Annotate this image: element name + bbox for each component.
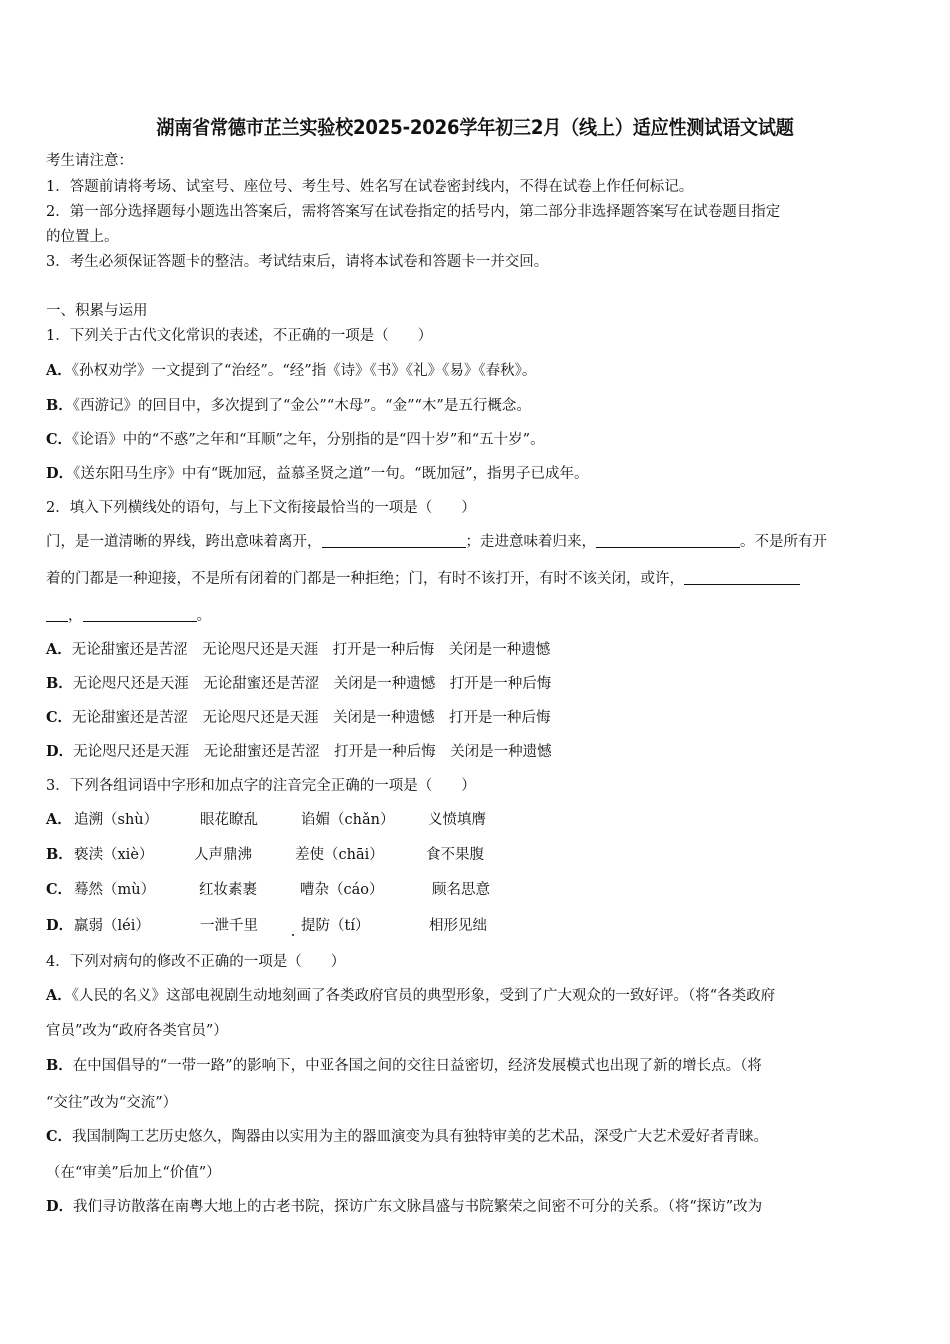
option-label: B． bbox=[46, 1057, 73, 1074]
option-part: 打开是一种后悔 bbox=[449, 676, 552, 692]
emphasis-dot bbox=[292, 934, 294, 936]
option-label: C． bbox=[46, 709, 73, 726]
q4-option-b-cont: “交往”改为“交流”） bbox=[46, 1095, 178, 1111]
option-part: 无论甜蜜还是苦涩 bbox=[72, 710, 189, 726]
q3-b-word-4: 食不果腹 bbox=[426, 847, 484, 863]
q1-option-d bbox=[46, 464, 588, 484]
q3-c-word-2: 红妆素裹 bbox=[199, 882, 257, 898]
option-label: B． bbox=[46, 397, 73, 414]
option-text: 《论语》中的“不惑”之年和“耳顺”之年，分别指的是“四十岁”和“五十岁”。 bbox=[72, 432, 545, 448]
option-part: 关闭是一种遗憾 bbox=[448, 642, 551, 658]
q3-c-word-4: 顾名思意 bbox=[432, 882, 490, 898]
q1-option-c bbox=[46, 430, 545, 450]
option-part: 无论咫尺还是天涯 bbox=[73, 744, 190, 760]
option-part: 关闭是一种遗憾 bbox=[450, 744, 552, 760]
option-part: 无论甜蜜还是苦涩 bbox=[203, 744, 320, 760]
option-part: 打开是一种后悔 bbox=[332, 642, 435, 658]
q3-b-word-2: 人声鼎沸 bbox=[194, 847, 252, 863]
q1-option-b bbox=[46, 396, 531, 416]
notice-item-2: 2．第一部分选择题每小题选出答案后，需将答案写在试卷指定的括号内，第二部分非选择题答案写在试卷题目指定 bbox=[46, 204, 781, 220]
passage-text: ， bbox=[68, 608, 83, 624]
option-text: 我国制陶工艺历史悠久，陶器由以实用为主的器皿演变为具有独特审美的艺术品，深受广大艺术爱好者青睐。 bbox=[72, 1129, 769, 1145]
section-heading: 一、积累与运用 bbox=[46, 303, 148, 319]
option-label: A． bbox=[46, 811, 72, 828]
q3-a-word-2: 眼花瞭乱 bbox=[200, 812, 258, 828]
q3-d-word-3: 提防（tí） bbox=[301, 918, 370, 934]
option-part: 无论咫尺还是天涯 bbox=[202, 710, 319, 726]
option-label: D． bbox=[46, 917, 74, 934]
answer-blank bbox=[684, 570, 800, 585]
q2-option-b bbox=[46, 674, 551, 694]
passage-text: 着的门都是一种迎接，不是所有闭着的门都是一种拒绝；门，有时不该打开，有时不该关闭，或许， bbox=[46, 571, 684, 587]
q3-d-word-4: 相形见绌 bbox=[429, 918, 487, 934]
q1-stem: 1．下列关于古代文化常识的表述，不正确的一项是（ ） bbox=[46, 328, 433, 344]
option-text: 《孙权劝学》一文提到了“治经”。“经”指《诗》《书》《礼》《易》《春秋》。 bbox=[71, 363, 537, 379]
option-part: 无论甜蜜还是苦涩 bbox=[203, 676, 320, 692]
q2-option-d bbox=[46, 742, 552, 762]
option-label: C． bbox=[46, 1128, 73, 1145]
q2-passage-line-3 bbox=[46, 606, 211, 626]
q3-a-word-3: 谄媚（chǎn） bbox=[301, 812, 395, 828]
option-text: 《人民的名义》这部电视剧生动地刻画了各类政府官员的典型形象，受到了广大观众的一致好评。（将“各类政府 bbox=[71, 988, 776, 1004]
option-label: B． bbox=[46, 846, 73, 863]
exam-title: 湖南省常德市芷兰实验校2025-2026学年初三2月（线上）适应性测试语文试题 bbox=[156, 116, 794, 139]
q2-option-a bbox=[46, 640, 550, 660]
q2-stem: 2．填入下列横线处的语句，与上下文衔接最恰当的一项是（ ） bbox=[46, 500, 476, 516]
notice-item-3: 3．考生必须保证答题卡的整洁。考试结束后，请将本试卷和答题卡一并交回。 bbox=[46, 254, 549, 270]
q3-c-word-3: 嘈杂（cáo） bbox=[300, 882, 384, 898]
answer-blank bbox=[83, 607, 197, 622]
q3-a-word-4: 义愤填膺 bbox=[428, 812, 486, 828]
q3-stem: 3．下列各组词语中字形和加点字的注音完全正确的一项是（ ） bbox=[46, 778, 476, 794]
q4-option-d bbox=[46, 1197, 762, 1217]
q2-option-c bbox=[46, 708, 551, 728]
option-label: D． bbox=[46, 743, 74, 760]
option-text: 《西游记》的回目中，多次提到了“金公”“木母”。“金”“木”是五行概念。 bbox=[72, 398, 531, 414]
notice-heading: 考生请注意： bbox=[46, 153, 133, 169]
q4-option-a bbox=[46, 986, 775, 1006]
option-label: C． bbox=[46, 431, 73, 448]
q3-c-word-1: 蓦然（mù） bbox=[74, 882, 156, 898]
option-part: 无论咫尺还是天涯 bbox=[72, 676, 189, 692]
q3-a-word-1: 追溯（shù） bbox=[74, 812, 159, 828]
q4-option-b bbox=[46, 1056, 762, 1076]
option-part: 打开是一种后悔 bbox=[334, 744, 436, 760]
option-part: 无论甜蜜还是苦涩 bbox=[71, 642, 188, 658]
option-text: 我们寻访散落在南粤大地上的古老书院，探访广东文脉昌盛与书院繁荣之间密不可分的关系。（将“探访”改为 bbox=[73, 1199, 763, 1215]
passage-text: 。 bbox=[196, 608, 211, 624]
q4-option-a-cont: 官员”改为“政府各类官员”） bbox=[46, 1023, 228, 1039]
option-label: A． bbox=[46, 641, 72, 658]
answer-blank bbox=[596, 533, 740, 548]
notice-item-1: 1．答题前请将考场、试室号、座位号、考生号、姓名写在试卷密封线内，不得在试卷上作任何标记。 bbox=[46, 179, 694, 195]
option-label: D． bbox=[46, 1198, 74, 1215]
q3-d-word-1: 羸弱（léi） bbox=[74, 918, 150, 934]
answer-blank bbox=[46, 607, 68, 622]
option-label: C． bbox=[46, 881, 73, 898]
q3-d-word-2: 一泄千里 bbox=[200, 918, 258, 934]
q4-stem: 4．下列对病句的修改不正确的一项是（ ） bbox=[46, 954, 346, 970]
q2-passage-line-2 bbox=[46, 569, 800, 589]
passage-text: ；走进意味着归来， bbox=[465, 534, 596, 550]
q3-b-word-1: 亵渎（xiè） bbox=[74, 847, 154, 863]
notice-item-2-cont: 的位置上。 bbox=[46, 229, 119, 245]
q2-passage-line-1 bbox=[46, 532, 827, 552]
option-label: D． bbox=[46, 465, 74, 482]
q4-option-c-cont: （在“审美”后加上“价值”） bbox=[46, 1165, 221, 1181]
passage-text: 门，是一道清晰的界线，跨出意味着离开， bbox=[46, 534, 322, 550]
option-part: 无论咫尺还是天涯 bbox=[202, 642, 319, 658]
option-part: 关闭是一种遗憾 bbox=[333, 710, 435, 726]
option-part: 打开是一种后悔 bbox=[449, 710, 551, 726]
answer-blank bbox=[322, 533, 466, 548]
q3-b-word-3: 差使（chāi） bbox=[295, 847, 384, 863]
passage-text: 。不是所有开 bbox=[740, 534, 827, 550]
option-label: A． bbox=[46, 987, 72, 1004]
q1-option-a bbox=[46, 361, 536, 381]
q4-option-c bbox=[46, 1127, 768, 1147]
option-text: 《送东阳马生序》中有“既加冠，益慕圣贤之道”一句。“既加冠”，指男子已成年。 bbox=[73, 466, 589, 482]
option-label: A． bbox=[46, 362, 72, 379]
option-part: 关闭是一种遗憾 bbox=[333, 676, 436, 692]
option-label: B． bbox=[46, 675, 73, 692]
option-text: 在中国倡导的“一带一路”的影响下，中亚各国之间的交往日益密切，经济发展模式也出现了新的增长点。（将 bbox=[72, 1058, 762, 1074]
